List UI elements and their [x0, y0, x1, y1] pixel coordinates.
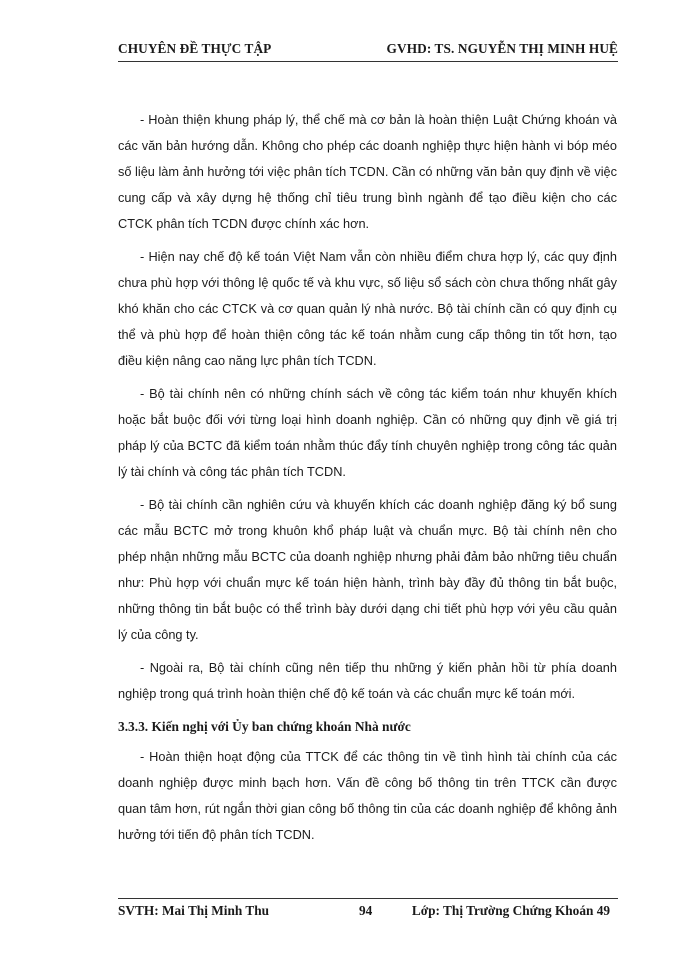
section-heading: 3.3.3. Kiến nghị với Ủy ban chứng khoán Nhà nước: [118, 719, 411, 734]
footer-student: SVTH: Mai Thị Minh Thu: [118, 903, 269, 918]
header-title: CHUYÊN ĐỀ THỰC TẬP: [118, 41, 272, 56]
paragraph: - Bộ tài chính nên có những chính sách về công tác kiểm toán như khuyến khích hoặc bắt buộc đối với từng loại hình doanh nghiệp. Cần có những quy định về giá trị pháp lý của BCTC đã kiểm toán nhằm thúc đẩy tính chuyên nghiệp trong công tác quản lý tài chính và công tác phân tích TCDN.: [118, 386, 617, 479]
paragraph: - Hoàn thiện khung pháp lý, thể chế mà cơ bản là hoàn thiện Luật Chứng khoán và các văn bản hướng dẫn. Không cho phép các doanh nghiệp thực hiện hành vi bóp méo số liệu làm ảnh hưởng tới việc phân tích TCDN. Cần có những văn bản quy định về việc cung cấp và xây dựng hệ thống chỉ tiêu trung bình ngành để tạo điều kiện cho các CTCK phân tích TCDN được chính xác hơn.: [118, 112, 617, 231]
paragraph: - Hoàn thiện hoạt động của TTCK để các thông tin về tình hình tài chính của các doanh nghiệp được minh bạch hơn. Vấn đề công bố thông tin trên TTCK cần được quan tâm hơn, rút ngắn thời gian công bố thông tin của các doanh nghiệp để không ảnh hưởng tới tiến độ phân tích TCDN.: [118, 749, 617, 842]
paragraph: - Hiện nay chế độ kế toán Việt Nam vẫn còn nhiều điểm chưa hợp lý, các quy định chưa phù hợp với thông lệ quốc tế và khu vực, số liệu sổ sách còn chưa thống nhất gây khó khăn cho các CTCK và cơ quan quản lý nhà nước. Bộ tài chính cần có quy định cụ thể và phù hợp để hoàn thiện công tác kế toán nhằm cung cấp thông tin tốt hơn, tạo điều kiện nâng cao năng lực phân tích TCDN.: [118, 249, 617, 368]
page-footer: [118, 898, 618, 921]
page-header: [118, 41, 618, 62]
paragraph: - Ngoài ra, Bộ tài chính cũng nên tiếp thu những ý kiến phản hồi từ phía doanh nghiệp trong quá trình hoàn thiện chế độ kế toán và các chuẩn mực kế toán mới.: [118, 660, 617, 701]
header-advisor: GVHD: TS. NGUYỄN THỊ MINH HUỆ: [386, 41, 618, 56]
page-body: [118, 107, 617, 855]
page-number: 94: [359, 903, 373, 918]
footer-class: Lớp: Thị Trường Chứng Khoán 49: [411, 903, 610, 918]
paragraph: - Bộ tài chính cần nghiên cứu và khuyến khích các doanh nghiệp đăng ký bổ sung các mẫu BCTC mở trong khuôn khổ pháp luật và chuẩn mực. Bộ tài chính nên cho phép nhận những mẫu BCTC của doanh nghiệp nhưng phải đảm bảo những tiêu chuẩn như: Phù hợp với chuẩn mực kế toán hiện hành, trình bày đầy đủ thông tin bắt buộc, những thông tin bắt buộc có thể trình bày dưới dạng chi tiết phù hợp với yêu cầu quản lý của công ty.: [118, 497, 617, 642]
